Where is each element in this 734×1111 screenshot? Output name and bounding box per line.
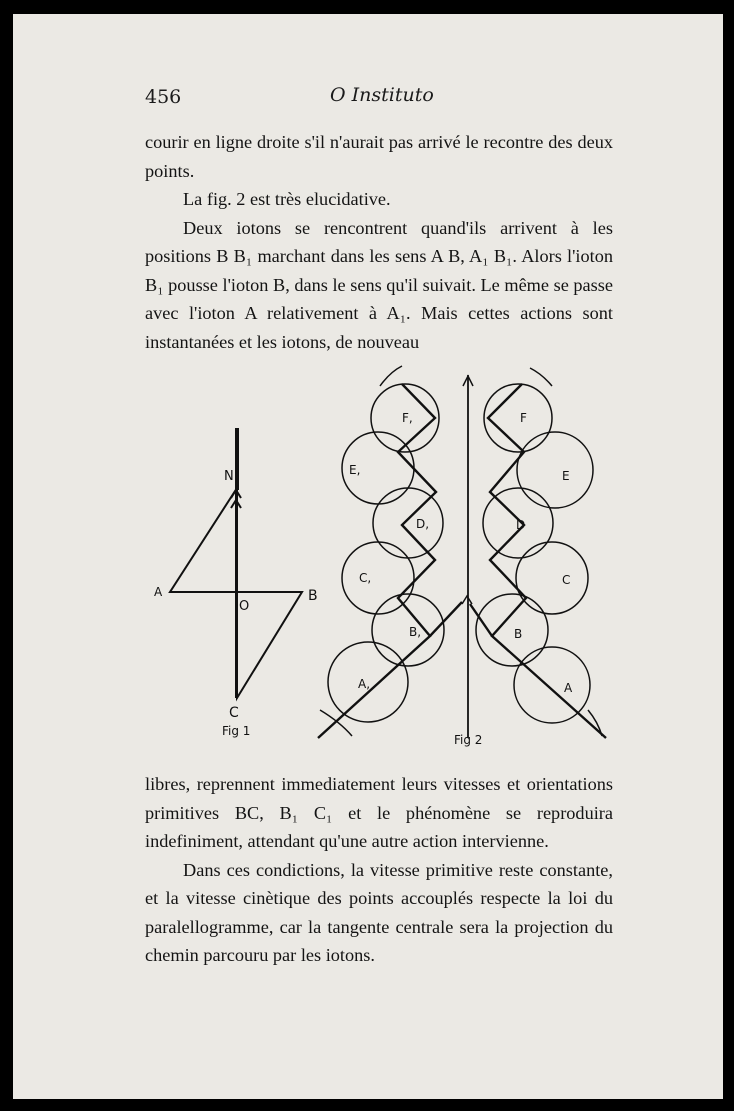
fig1-caption: Fig 1 [222, 724, 251, 738]
circle-right-F [484, 384, 552, 452]
body-text-bottom [145, 770, 613, 970]
journal-title: O Instituto [330, 84, 434, 106]
fig1-label-N: N [224, 469, 234, 484]
fig1-label-O: O [239, 599, 250, 614]
paragraph: Dans ces condictions, la vitesse primitive reste constante, et la vitesse cinètique des points accouplés respecte la loi du paralellogramme, car la tangente centrale sera la projection du chemin parcouru par les iotons. [145, 859, 613, 965]
page-number: 456 [145, 86, 182, 108]
circle-right-A [514, 647, 590, 723]
paragraph: La fig. 2 est très elucidative. [183, 189, 391, 209]
circle-right-C [516, 542, 588, 614]
circle-left-D [373, 488, 443, 558]
fig2-left-label-B: B, [409, 625, 422, 639]
body-text-top [145, 128, 613, 356]
fig2-right-label-E: E [562, 469, 570, 483]
fig2-left-label-D: D, [416, 517, 430, 531]
arc-top-right [530, 368, 552, 386]
fig2-left-label-E: E, [349, 463, 361, 477]
paragraph: Deux iotons se rencontrent quand'ils arrivent à les positions B B₁ marchant dans les sens A B, A₁ B₁. Alors l'ioton B₁ pousse l'ioton B, dans le sens qu'il suivait. Le même se passe avec l'ioton A relativement à A₁. Mais cettes actions sont instantanées et les iotons, de nouveau [145, 217, 613, 352]
fig2-left-label-F: F, [402, 411, 413, 425]
fig2-right-label-A: A [564, 681, 573, 695]
fig2-caption: Fig 2 [454, 733, 483, 747]
fig1-label-A: A [154, 585, 163, 599]
fig2-right-link [470, 604, 492, 636]
fig2-left-label-A: A, [358, 677, 371, 691]
fig2-right-label-C: C [562, 573, 571, 587]
fig2-right-label-F: F [520, 411, 527, 425]
figures [140, 360, 620, 764]
fig2-right-label-D: D [516, 518, 526, 532]
paragraph: courir en ligne droite s'il n'aurait pas arrivé le recontre des deux points. [145, 132, 613, 181]
fig1-label-C: C [229, 705, 239, 721]
figures-svg [140, 360, 620, 760]
fig2-right-label-B: B [514, 627, 523, 641]
fig1-label-B: B [308, 588, 318, 604]
paragraph: libres, reprennent immediatement leurs vitesses et orientations primitives BC, B₁ C₁ et le phénomène se reproduira indefiniment, attendant qu'une autre action intervienne. [145, 774, 613, 851]
arc-top-left [380, 366, 402, 386]
fig2-mid-arrow [462, 596, 472, 604]
running-head [0, 84, 734, 114]
circle-right-E [517, 432, 593, 508]
figure-1 [170, 428, 302, 698]
fig2-left-label-C: C, [359, 571, 372, 585]
